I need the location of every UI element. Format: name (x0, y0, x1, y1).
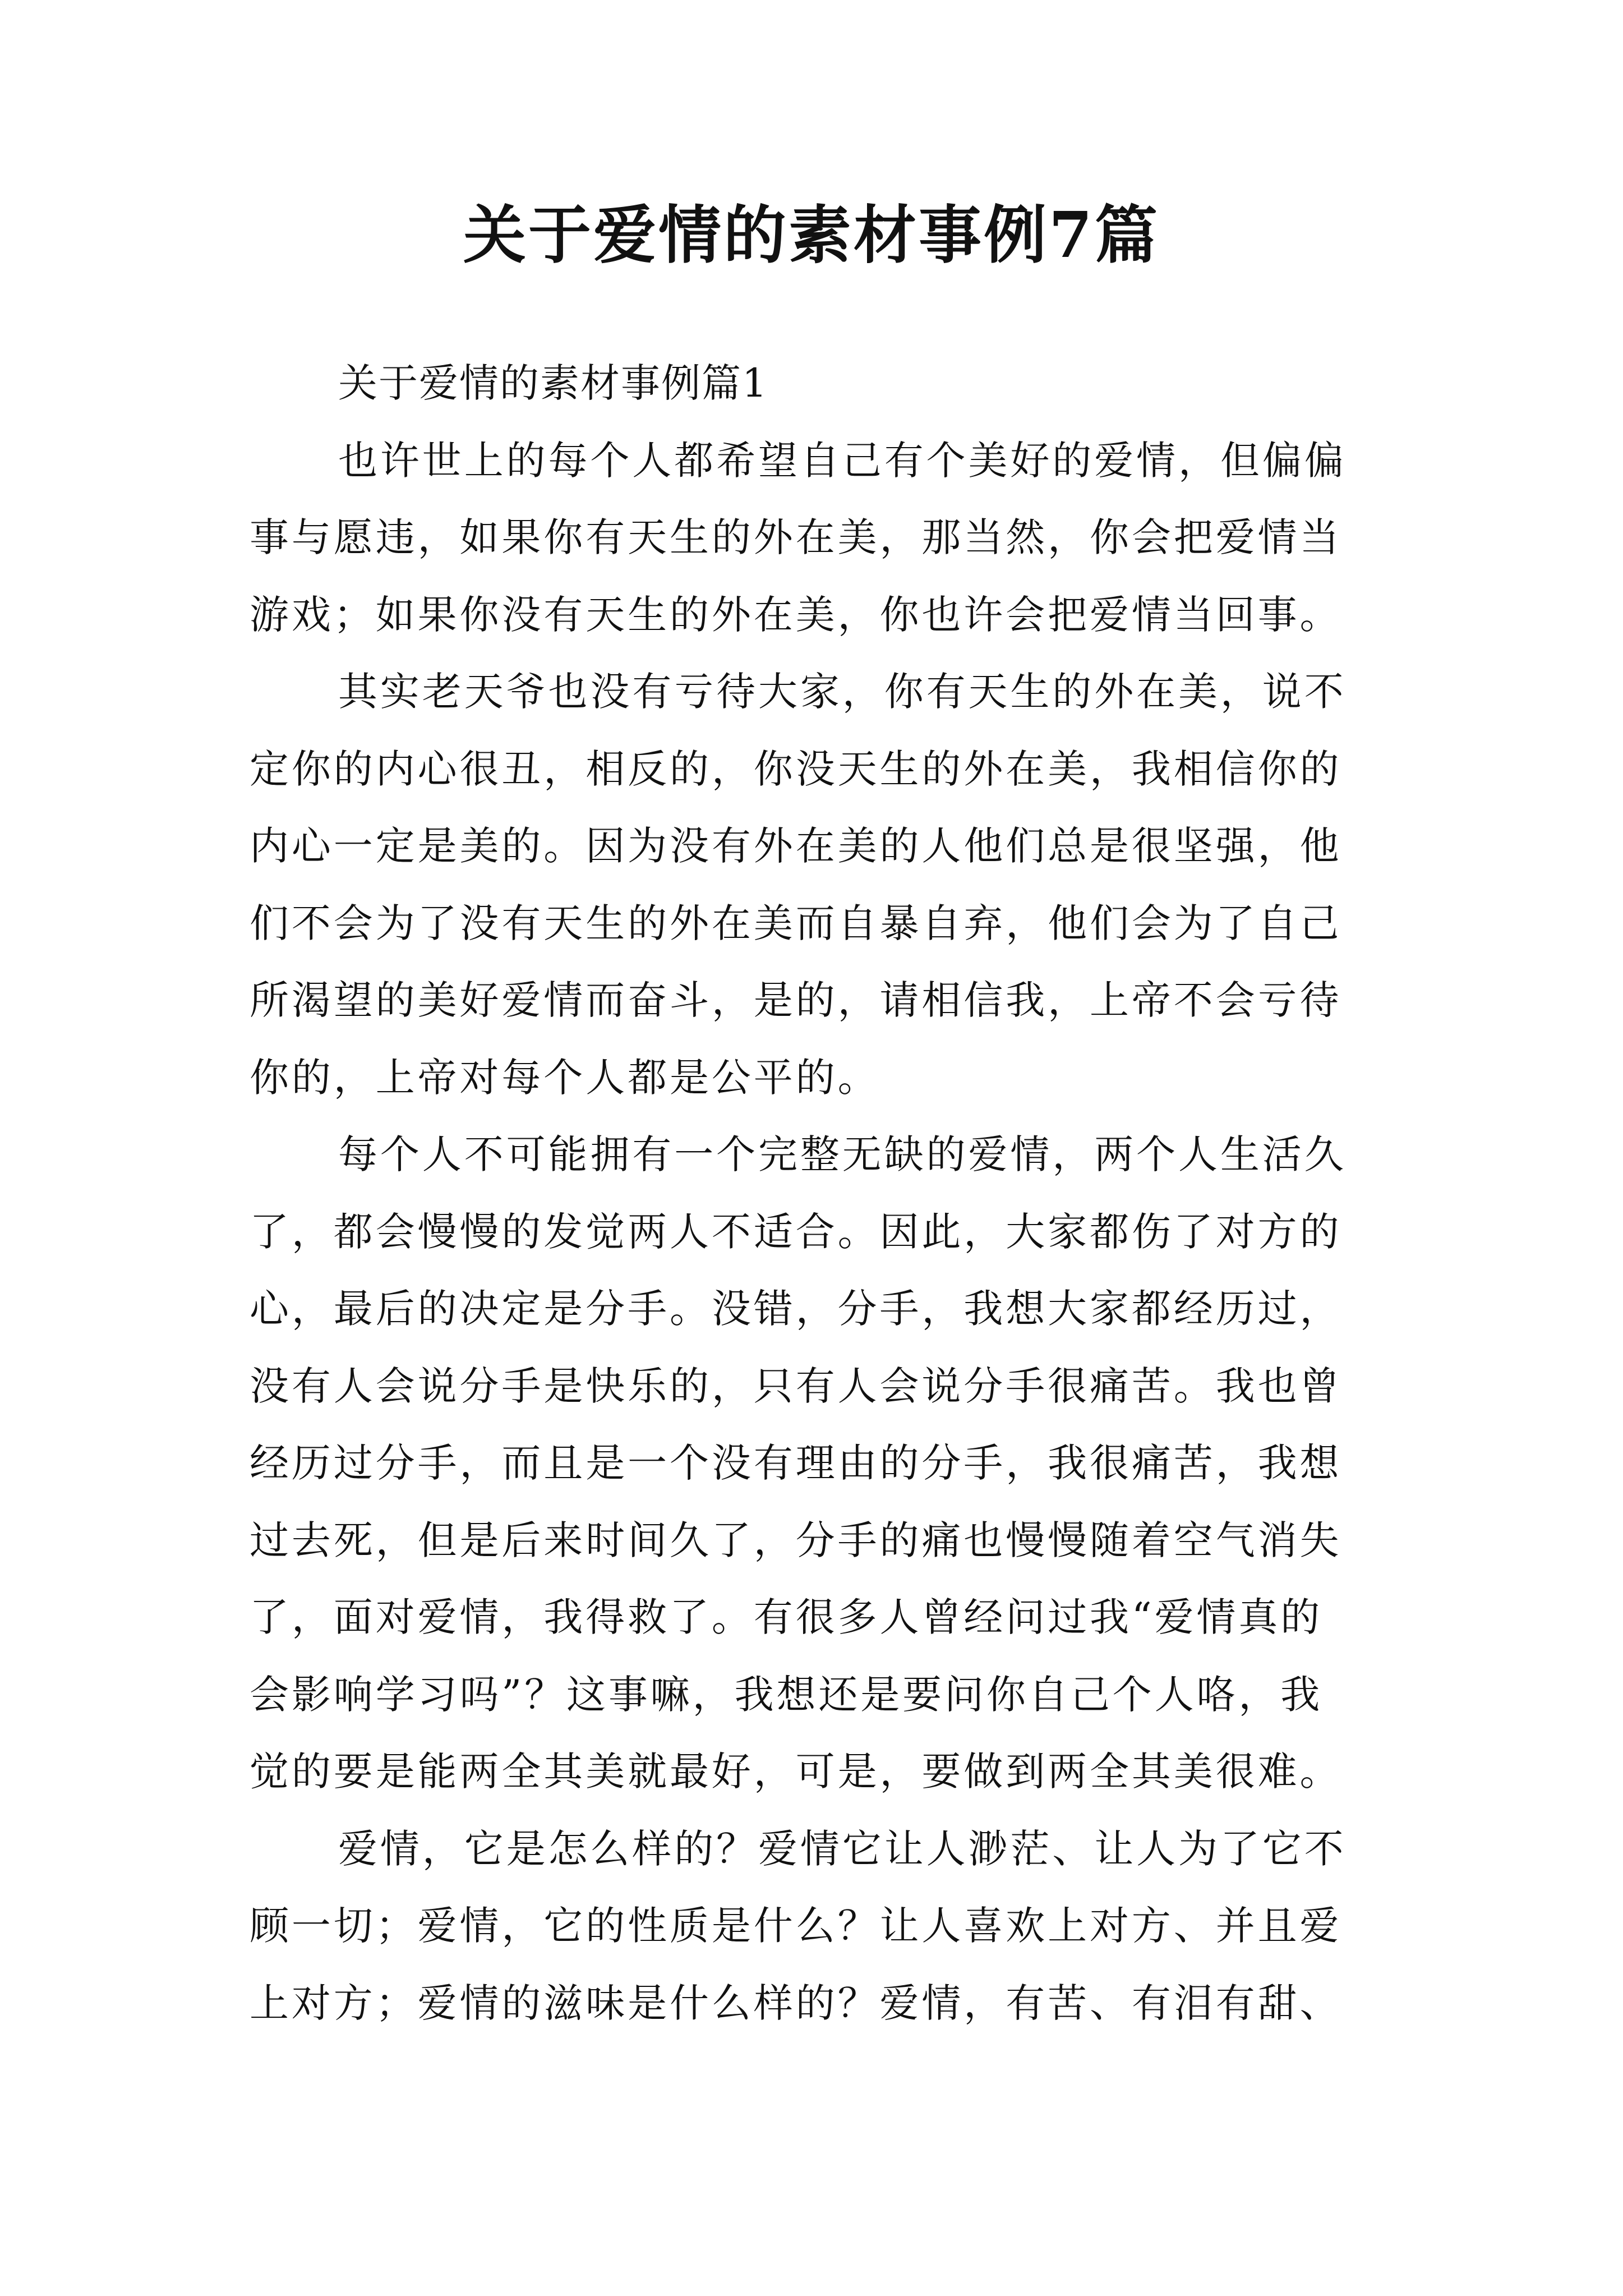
text-line: 其实老天爷也没有亏待大家，你有天生的外在美，说不 (338, 669, 1347, 715)
text-line: 定你的内心很丑，相反的，你没天生的外在美，我相信你的 (250, 746, 1342, 792)
text-line: 你的，上帝对每个人都是公平的。 (250, 1054, 880, 1101)
text-line: 过去死，但是后来时间久了，分手的痛也慢慢随着空气消失 (250, 1517, 1342, 1563)
text-line: 心，最后的决定是分手。没错，分手，我想大家都经历过， (250, 1286, 1342, 1332)
text-line: 没有人会说分手是快乐的，只有人会说分手很痛苦。我也曾 (250, 1363, 1342, 1409)
text-line: 经历过分手，而且是一个没有理由的分手，我很痛苦，我想 (250, 1440, 1342, 1486)
text-line: 上对方；爱情的滋味是什么样的？爱情，有苦、有泪有甜、 (250, 1980, 1342, 2026)
section-heading: 关于爱情的素材事例篇1 (338, 360, 768, 406)
text-line: 所渴望的美好爱情而奋斗，是的，请相信我，上帝不会亏待 (250, 977, 1342, 1023)
text-line: 了，面对爱情，我得救了。有很多人曾经问过我“爱情真的 (250, 1594, 1323, 1640)
text-line: 事与愿违，如果你有天生的外在美，那当然，你会把爱情当 (250, 514, 1342, 560)
text-line: 每个人不可能拥有一个完整无缺的爱情，两个人生活久 (338, 1131, 1347, 1177)
text-line: 爱情，它是怎么样的？爱情它让人渺茫、让人为了它不 (338, 1825, 1347, 1872)
text-line: 顾一切；爱情，它的性质是什么？让人喜欢上对方、并且爱 (250, 1903, 1342, 1949)
text-line: 们不会为了没有天生的外在美而自暴自弃，他们会为了自己 (250, 900, 1342, 946)
text-line: 也许世上的每个人都希望自己有个美好的爱情，但偏偏 (338, 437, 1347, 484)
document-title: 关于爱情的素材事例7篇 (463, 199, 1160, 272)
text-line: 会影响学习吗”？这事嘛，我想还是要问你自己个人咯，我 (250, 1671, 1323, 1718)
document-body (250, 345, 1382, 2042)
text-line: 了，都会慢慢的发觉两人不适合。因此，大家都伤了对方的 (250, 1208, 1342, 1255)
text-line: 内心一定是美的。因为没有外在美的人他们总是很坚强，他 (250, 823, 1342, 869)
text-line: 游戏；如果你没有天生的外在美，你也许会把爱情当回事。 (250, 591, 1342, 638)
text-line: 觉的要是能两全其美就最好，可是，要做到两全其美很难。 (250, 1749, 1342, 1795)
